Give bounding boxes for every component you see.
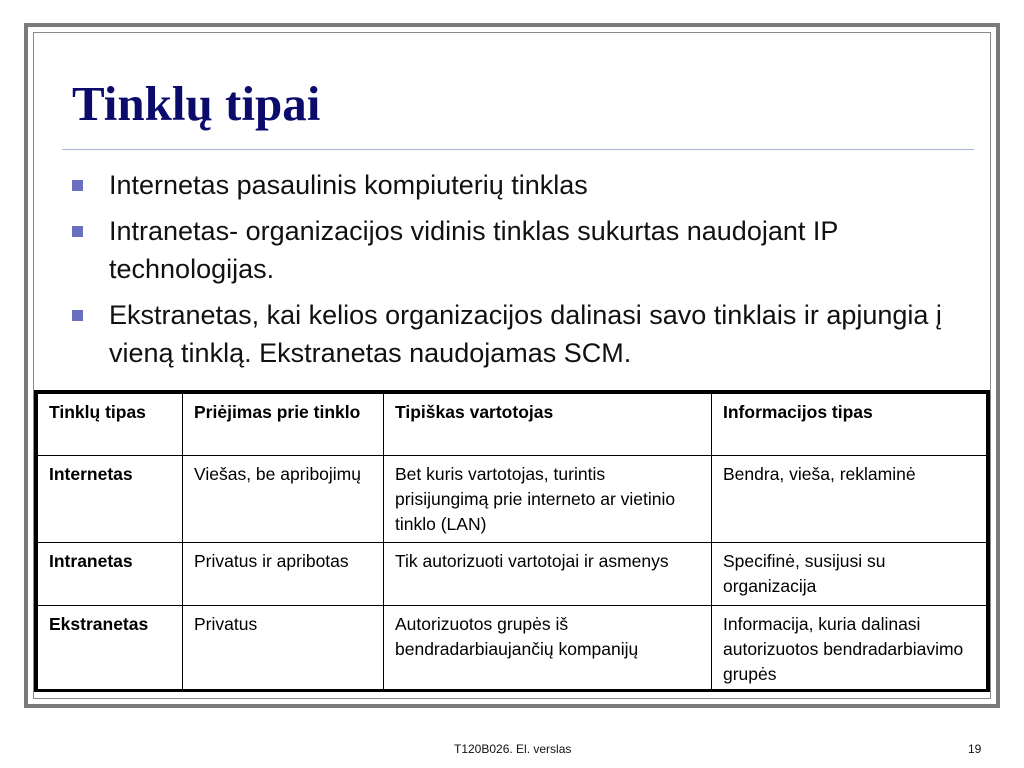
bullet-text: Intranetas- organizacijos vidinis tinklas sukurtas naudojant IP technologijas.: [109, 216, 838, 284]
title-divider: [62, 149, 974, 150]
table-row: [38, 456, 987, 543]
bullet-item: [72, 212, 972, 288]
page-number: 19: [968, 742, 982, 756]
column-header: Priėjimas prie tinklo: [183, 394, 384, 456]
column-header: Tipiškas vartotojas: [384, 394, 712, 456]
table-cell: Intranetas: [38, 543, 183, 606]
table-cell: Ekstranetas: [38, 606, 183, 692]
slide-title: Tinklų tipai: [72, 76, 321, 131]
footer-course-label: T120B026. El. verslas: [454, 742, 572, 756]
bullet-item: [72, 166, 972, 204]
table-cell: Internetas: [38, 456, 183, 543]
table-cell: Viešas, be apribojimų: [183, 456, 384, 543]
table-cell: Informacija, kuria dalinasi autorizuotos bendradarbiavimo grupės: [712, 606, 987, 692]
bullet-text: Internetas pasaulinis kompiuterių tinklas: [109, 170, 588, 200]
square-bullet-icon: [72, 226, 83, 237]
table-row: [38, 606, 987, 692]
table-cell: Privatus ir apribotas: [183, 543, 384, 606]
square-bullet-icon: [72, 310, 83, 321]
square-bullet-icon: [72, 180, 83, 191]
table-row: [38, 543, 987, 606]
column-header: Informacijos tipas: [712, 394, 987, 456]
bullet-text: Ekstranetas, kai kelios organizacijos dalinasi savo tinklais ir apjungia į vieną tinklą. Ekstranetas naudojamas SCM.: [109, 300, 942, 368]
table-cell: Specifinė, susijusi su organizacija: [712, 543, 987, 606]
table-cell: Bet kuris vartotojas, turintis prisijungimą prie interneto ar vietinio tinklo (LAN): [384, 456, 712, 543]
table-header-row: [38, 394, 987, 456]
bullet-item: [72, 296, 972, 372]
column-header: Tinklų tipas: [38, 394, 183, 456]
bullet-list: [72, 166, 972, 380]
table-cell: Privatus: [183, 606, 384, 692]
table-cell: Autorizuotos grupės iš bendradarbiaujančių kompanijų: [384, 606, 712, 692]
table-cell: Bendra, vieša, reklaminė: [712, 456, 987, 543]
table-cell: Tik autorizuoti vartotojai ir asmenys: [384, 543, 712, 606]
network-types-table: [34, 390, 990, 692]
